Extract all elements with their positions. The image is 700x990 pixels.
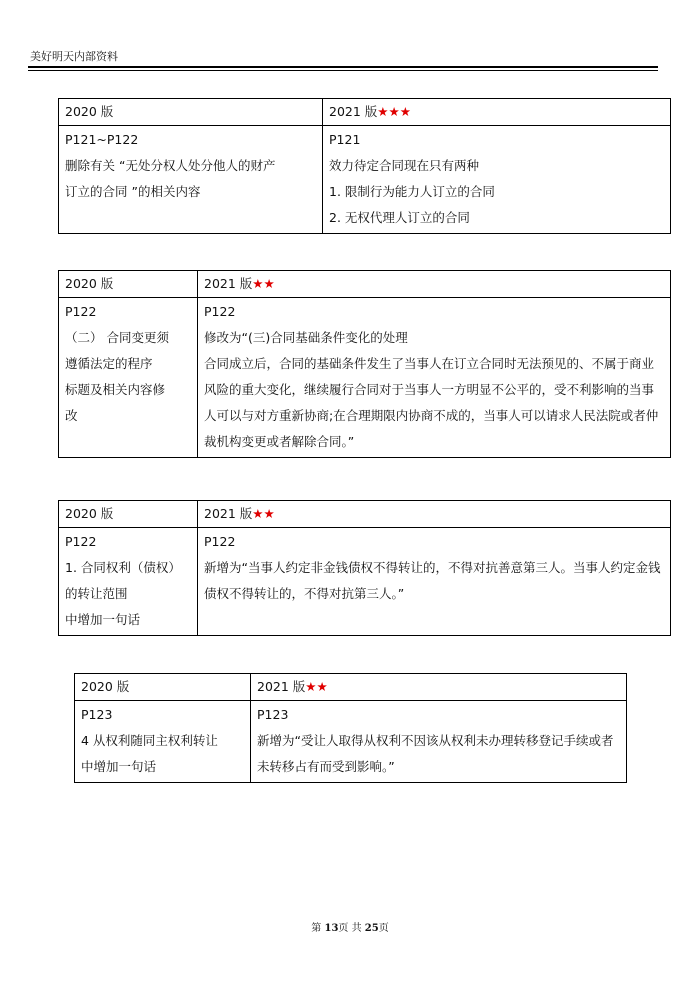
page-ref: P121 bbox=[329, 132, 361, 147]
new-version-cell bbox=[198, 528, 671, 636]
importance-stars: ★★ bbox=[305, 679, 328, 694]
change-description: 遵循法定的程序 bbox=[65, 356, 153, 371]
change-description: 标题及相关内容修 bbox=[65, 382, 166, 397]
change-content: 1. 限制行为能力人订立的合同 bbox=[329, 184, 495, 199]
comparison-table-4 bbox=[74, 673, 627, 783]
change-description: 4 从权利随同主权利转让 bbox=[81, 733, 218, 748]
current-page: 13 bbox=[324, 923, 339, 934]
old-version-header: 2020 版 bbox=[59, 271, 198, 298]
old-version-header: 2020 版 bbox=[59, 99, 323, 126]
comparison-table-1 bbox=[58, 98, 671, 234]
page-ref: P122 bbox=[204, 534, 236, 549]
header-title: 美好明天内部资料 bbox=[30, 50, 118, 63]
old-version-cell bbox=[59, 126, 323, 234]
change-description: 1. 合同权利（债权） bbox=[65, 560, 181, 575]
new-version-cell bbox=[198, 298, 671, 458]
change-description: 订立的合同 ”的相关内容 bbox=[65, 184, 201, 199]
page-ref: P123 bbox=[257, 707, 289, 722]
old-version-cell bbox=[75, 701, 251, 783]
change-paragraph: 合同成立后，合同的基础条件发生了当事人在订立合同时无法预见的、不属于商业风险的重大变化，继续履行合同对于当事人一方明显不公平的，受不利影响的当事人可以与对方重新协商;在合理期限内协商不成的，当事人可以请求人民法院或者仲裁机构变更或者解除合同。” bbox=[204, 356, 659, 449]
old-version-header: 2020 版 bbox=[59, 501, 198, 528]
change-paragraph: 新增为“当事人约定非金钱债权不得转让的，不得对抗善意第三人。当事人约定金钱债权不得转让的，不得对抗第三人。” bbox=[204, 560, 661, 601]
new-version-header: 2021 版★★ bbox=[198, 501, 671, 528]
change-content: 2. 无权代理人订立的合同 bbox=[329, 210, 470, 225]
new-version-cell bbox=[251, 701, 627, 783]
change-description: 改 bbox=[65, 408, 78, 423]
change-description: （二） 合同变更须 bbox=[65, 330, 169, 345]
change-description: 的转让范围 bbox=[65, 586, 128, 601]
change-description: 中增加一句话 bbox=[65, 612, 141, 627]
change-description: 删除有关 “无处分权人处分他人的财产 bbox=[65, 158, 276, 173]
new-version-header: 2021 版★★ bbox=[251, 674, 627, 701]
page-footer: 第 13页 共 25页 bbox=[311, 923, 389, 934]
total-pages: 25 bbox=[364, 923, 379, 934]
new-version-header: 2021 版★★★ bbox=[323, 99, 671, 126]
old-version-cell bbox=[59, 298, 198, 458]
page-ref: P123 bbox=[81, 707, 113, 722]
new-version-cell bbox=[323, 126, 671, 234]
change-content: 效力待定合同现在只有两种 bbox=[329, 158, 480, 173]
header-rule-secondary bbox=[28, 70, 658, 71]
change-paragraph: 新增为“受让人取得从权利不因该从权利未办理转移登记手续或者未转移占有而受到影响。” bbox=[257, 733, 614, 774]
importance-stars: ★★ bbox=[252, 276, 275, 291]
comparison-table-2 bbox=[58, 270, 671, 458]
change-content: 修改为“(三)合同基础条件变化的处理 bbox=[204, 330, 408, 345]
old-version-cell bbox=[59, 528, 198, 636]
page-ref: P121~P122 bbox=[65, 132, 139, 147]
page-ref: P122 bbox=[65, 534, 97, 549]
page-ref: P122 bbox=[65, 304, 97, 319]
old-version-header: 2020 版 bbox=[75, 674, 251, 701]
comparison-table-3 bbox=[58, 500, 671, 636]
importance-stars: ★★★ bbox=[377, 104, 411, 119]
page-ref: P122 bbox=[204, 304, 236, 319]
importance-stars: ★★ bbox=[252, 506, 275, 521]
header-rule bbox=[28, 66, 658, 68]
change-description: 中增加一句话 bbox=[81, 759, 157, 774]
new-version-header: 2021 版★★ bbox=[198, 271, 671, 298]
